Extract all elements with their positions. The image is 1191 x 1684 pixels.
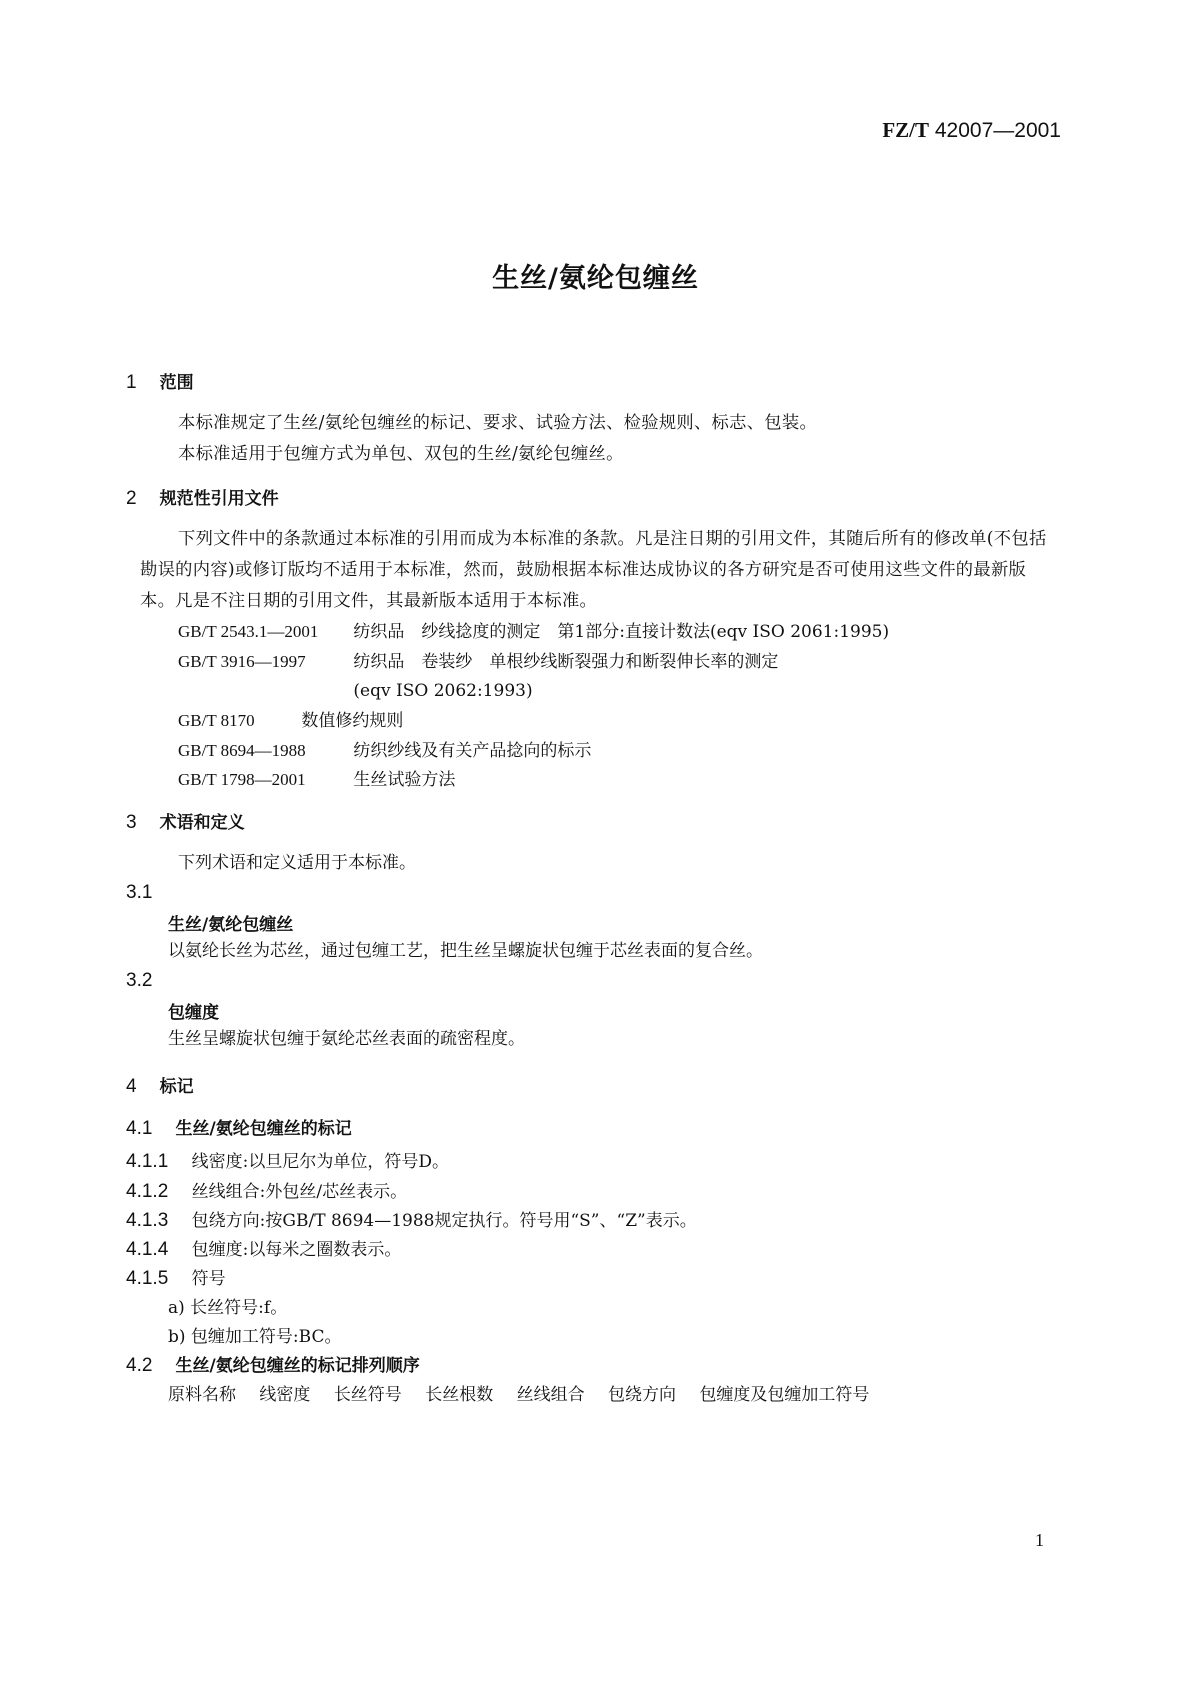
document-title: 生丝/氨纶包缠丝 — [492, 263, 699, 294]
term-definition: 生丝呈螺旋状包缠于氨纶芯丝表面的疏密程度。 — [168, 1029, 525, 1049]
page-number: 1 — [1035, 1530, 1044, 1550]
order-item: 包绕方向 — [608, 1385, 677, 1405]
term-definition: 以氨纶长丝为芯丝，通过包缠工艺，把生丝呈螺旋状包缠于芯丝表面的复合丝。 — [168, 941, 763, 961]
clause-item: 4.1.2 丝线组合:外包丝/芯丝表示。 — [126, 1181, 408, 1202]
standard-code — [882, 118, 1061, 143]
term-name: 生丝/氨纶包缠丝 — [168, 915, 294, 935]
order-item: 长丝符号 — [333, 1385, 402, 1405]
subsection-4-1-heading: 4.1 生丝/氨纶包缠丝的标记 — [126, 1118, 352, 1139]
reference-item: GB/T 8170 数值修约规则 — [178, 711, 404, 731]
section-2-heading: 2 规范性引用文件 — [126, 488, 279, 509]
section-4-heading: 4 标记 — [126, 1076, 194, 1097]
clause-item: 4.1.4 包缠度:以每米之圈数表示。 — [126, 1239, 402, 1260]
section-3-intro: 下列术语和定义适用于本标准。 — [178, 853, 416, 873]
marking-order — [168, 1380, 869, 1411]
section-3-heading: 3 术语和定义 — [126, 812, 245, 833]
reference-item: GB/T 1798—2001 生丝试验方法 — [178, 770, 456, 790]
reference-item: GB/T 3916—1997 纺织品 卷装纱 单根纱线断裂强力和断裂伸长率的测定 — [178, 652, 779, 672]
term-number: 3.1 — [126, 882, 153, 903]
reference-item: GB/T 8694—1988 纺织纱线及有关产品捻向的标示 — [178, 741, 592, 761]
subsection-4-2-heading: 4.2 生丝/氨纶包缠丝的标记排列顺序 — [126, 1355, 420, 1376]
symbol-item: a) 长丝符号:f。 — [168, 1298, 288, 1318]
term-name: 包缠度 — [168, 1003, 219, 1023]
reference-item: (eqv ISO 2062:1993) — [353, 681, 533, 701]
standard-code-prefix: FZ/T — [882, 118, 930, 142]
reference-item: GB/T 2543.1—2001 纺织品 纱线捻度的测定 第1部分:直接计数法(eqv ISO 2061:1995) — [178, 622, 890, 642]
standard-code-number: 42007—2001 — [934, 119, 1061, 142]
order-item: 包缠度及包缠加工符号 — [699, 1385, 870, 1405]
order-item: 原料名称 — [168, 1385, 236, 1405]
order-item: 丝线组合 — [516, 1385, 585, 1405]
order-item: 长丝根数 — [425, 1385, 494, 1405]
order-item: 线密度 — [259, 1385, 311, 1405]
section-1-heading: 1 范围 — [126, 372, 194, 393]
symbol-item: b) 包缠加工符号:BC。 — [168, 1327, 342, 1347]
section-2-intro: 下列文件中的条款通过本标准的引用而成为本标准的条款。凡是注日期的引用文件，其随后所有的修改单(不包括勘误的内容)或修订版均不适用于本标准，然而，鼓励根据本标准达成协议的各方研究是否可使用这些文件的最新版本。凡是不注日期的引用文件，其最新版本适用于本标准。 — [140, 529, 1047, 611]
clause-item: 4.1.1 线密度:以旦尼尔为单位，符号D。 — [126, 1151, 450, 1172]
term-number: 3.2 — [126, 970, 153, 991]
clause-item: 4.1.3 包绕方向:按GB/T 8694—1988规定执行。符号用“S”、“Z”表示。 — [126, 1210, 697, 1231]
clause-item: 4.1.5 符号 — [126, 1268, 226, 1289]
section-1-para-1: 本标准规定了生丝/氨纶包缠丝的标记、要求、试验方法、检验规则、标志、包装。 — [178, 413, 818, 433]
section-1-para-2: 本标准适用于包缠方式为单包、双包的生丝/氨纶包缠丝。 — [178, 444, 624, 464]
